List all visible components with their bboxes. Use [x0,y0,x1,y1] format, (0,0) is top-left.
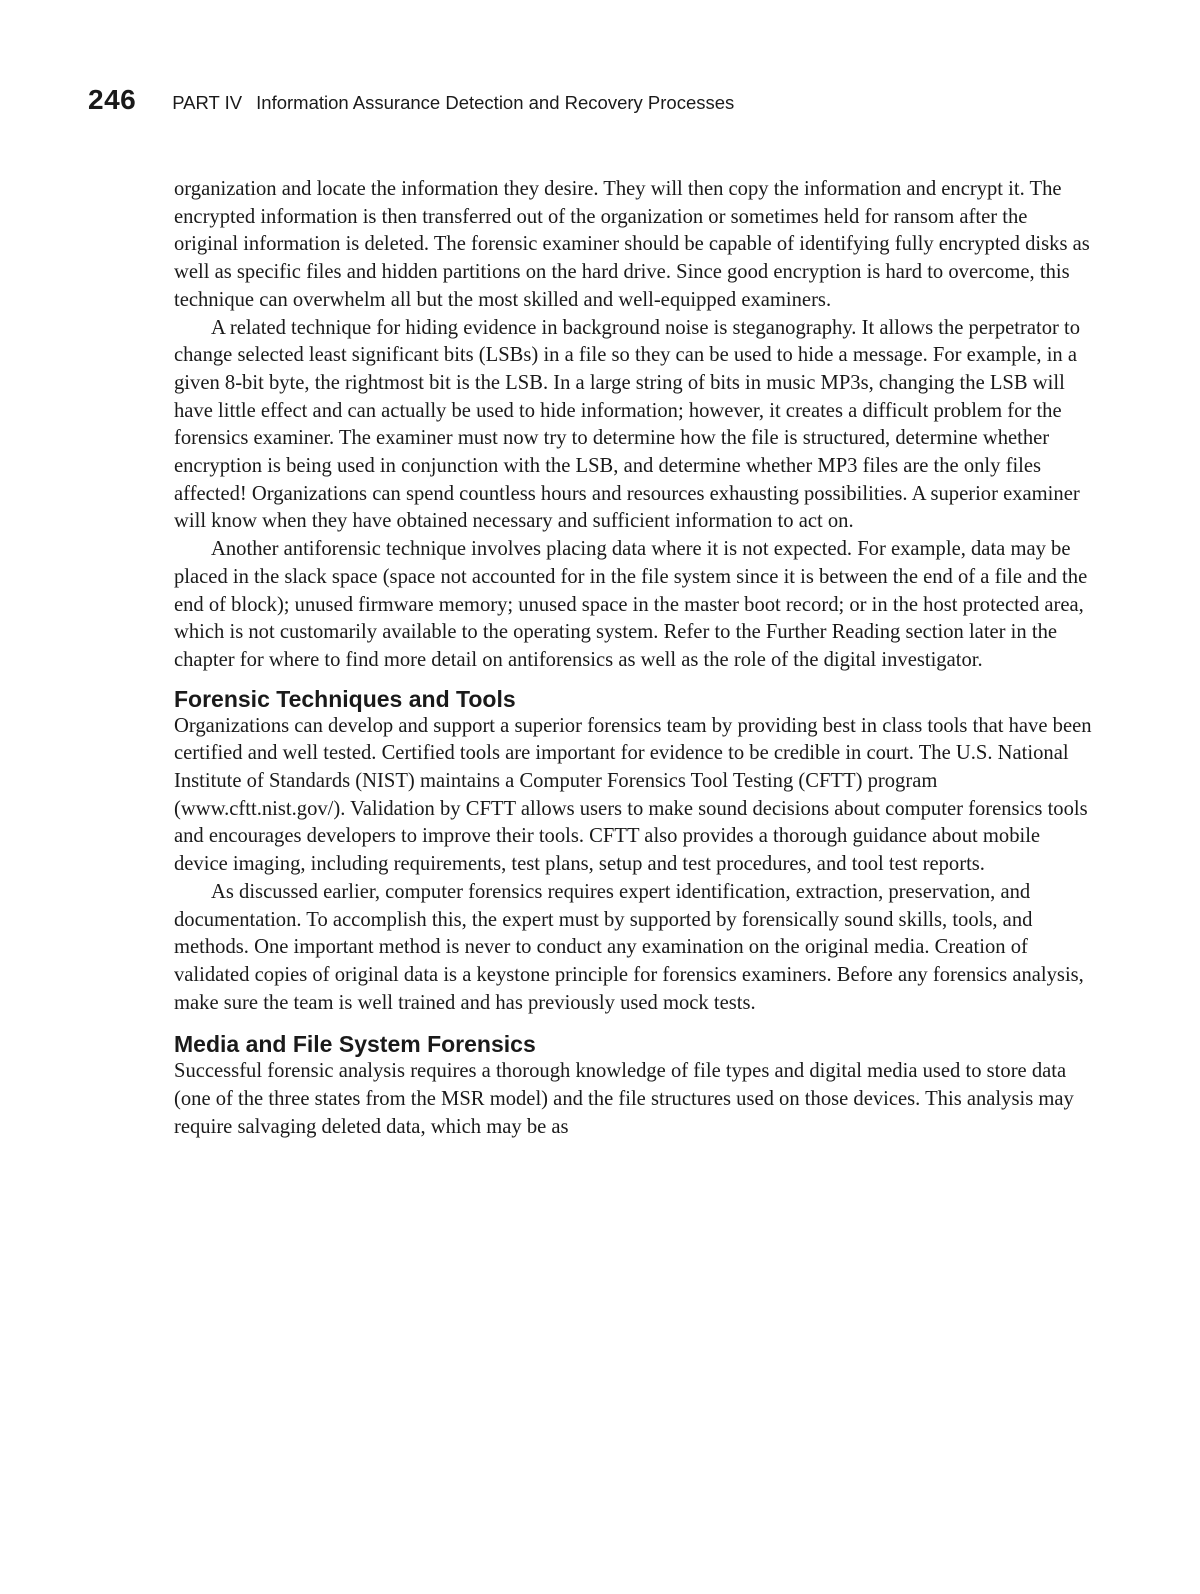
paragraph-4: Organizations can develop and support a superior forensics team by providing best in class tools that have been certified and well tested. Certified tools are important for evidence to be credible in court. The U.S. National Institute of Standards (NIST) maintains a Computer Forensics Tool Testing (CFTT) program (www.cftt.nist.gov/). Validation by CFTT allows users to make sound decisions about computer forensics tools and encourages developers to improve their tools. CFTT also provides a thorough guidance about mobile device imaging, including requirements, test plans, setup and test procedures, and tool test reports. [174,714,1092,876]
paragraph-2: A related technique for hiding evidence in background noise is steganography. It allows the perpetrator to change selected least significant bits (LSBs) in a file so they can be used to hide a message. For example, in a given 8-bit byte, the rightmost bit is the LSB. In a large string of bits in music MP3s, changing the LSB will have little effect and can actually be used to hide information; however, it creates a difficult problem for the forensics examiner. The examiner must now try to determine how the file is structured, determine whether encryption is being used in conjunction with the LSB, and determine whether MP3 files are the only files affected! Organizations can spend countless hours and resources exhausting possibilities. A superior examiner will know when they have obtained necessary and sufficient information to act on. [174,316,1081,533]
section-heading-media-file-system: Media and File System Forensics [174,1031,536,1058]
running-head [88,84,734,124]
section-heading-forensic-techniques: Forensic Techniques and Tools [174,685,516,712]
paragraph-6: Successful forensic analysis requires a thorough knowledge of file types and digital media used to store data (one of the three states from the MSR model) and the file structures used on those devices. This analysis may require salvaging deleted data, which may be as [174,1060,1074,1138]
page-body [174,176,1094,1142]
paragraph-5: As discussed earlier, computer forensics requires expert identification, extraction, preservation, and documentation. To accomplish this, the expert must by supported by forensically sound skills, tools, and methods. One important method is never to conduct any examination on the original media. Creation of validated copies of original data is a keystone principle for forensics examiners. Before any forensics analysis, make sure the team is well trained and has previously used mock tests. [174,880,1084,1014]
part-title: Information Assurance Detection and Recovery Processes [256,92,735,113]
part-label: PART IV [172,92,243,113]
page-number: 246 [88,84,137,115]
paragraph-3: Another antiforensic technique involves placing data where it is not expected. For example, data may be placed in the slack space (space not accounted for in the file system since it is between the end of a file and the end of block); unused firmware memory; unused space in the master boot record; or in the host protected area, which is not customarily available to the operating system. Refer to the Further Reading section later in the chapter for where to find more detail on antiforensics as well as the role of the digital investigator. [174,538,1088,671]
paragraph-1: organization and locate the information they desire. They will then copy the information and encrypt it. The encrypted information is then transferred out of the organization or sometimes held for ransom after the original information is deleted. The forensic examiner should be capable of identifying fully encrypted disks as well as specific files and hidden partitions on the hard drive. Since good encryption is hard to overcome, this technique can overwhelm all but the most skilled and well-equipped examiners. [174,178,1090,311]
